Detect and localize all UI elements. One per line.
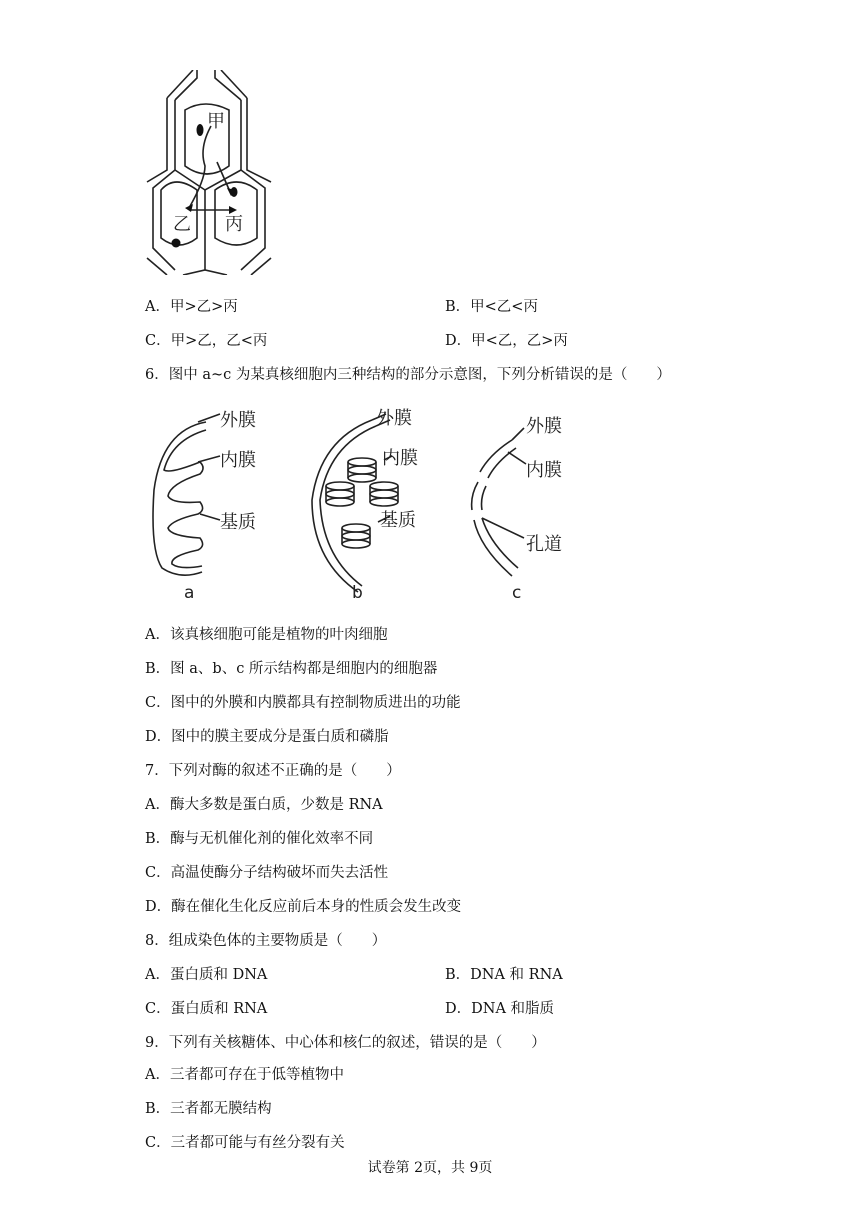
q5-option-d: D．甲<乙，乙>丙 [445,333,568,349]
q5-option-a: A．甲>乙>丙 [145,299,238,315]
q5-cell-figure [145,70,275,275]
q8-option-a: A．蛋白质和 DNA [145,967,268,983]
page-footer: 试卷第 2页，共 9页 [367,1160,493,1176]
q6-option-a: A．该真核细胞可能是植物的叶肉细胞 [145,627,388,643]
q6-organelle-figure [140,400,620,610]
q9-stem: 9．下列有关核糖体、中心体和核仁的叙述，错误的是（ ） [145,1035,546,1051]
q8-option-d: D．DNA 和脂质 [445,1001,555,1017]
q7-option-d: D．酶在催化生化反应前后本身的性质会发生改变 [145,899,462,915]
c-outer-label: 外膜 [526,416,562,437]
b-matrix-label: 基质 [380,510,416,531]
a-inner-label: 内膜 [220,450,256,471]
q9-option-b: B．三者都无膜结构 [145,1101,272,1117]
q5-option-c: C．甲>乙，乙<丙 [145,333,268,349]
b-inner-label: 内膜 [382,448,418,469]
b-caption: b [352,583,363,603]
q8-option-b: B．DNA 和 RNA [445,967,563,983]
q7-stem: 7．下列对酶的叙述不正确的是（ ） [145,763,401,779]
c-caption: c [512,583,522,603]
q5-option-b: B．甲<乙<丙 [445,299,538,315]
cell-label-bing: 丙 [225,214,243,235]
c-inner-label: 内膜 [526,460,562,481]
q7-option-c: C．高温使酶分子结构破坏而失去活性 [145,865,389,881]
q9-option-a: A．三者都可存在于低等植物中 [145,1067,344,1083]
a-caption: a [184,583,195,603]
cell-label-jia: 甲 [207,111,225,132]
q7-option-a: A．酶大多数是蛋白质，少数是 RNA [145,797,383,813]
q9-option-c: C．三者都可能与有丝分裂有关 [145,1135,345,1151]
q6-option-d: D．图中的膜主要成分是蛋白质和磷脂 [145,729,389,745]
cell-label-yi: 乙 [173,214,191,235]
q6-stem: 6．图中 a~c 为某真核细胞内三种结构的部分示意图，下列分析错误的是（ ） [145,367,671,383]
a-outer-label: 外膜 [220,410,256,431]
q8-option-c: C．蛋白质和 RNA [145,1001,268,1017]
q6-option-c: C．图中的外膜和内膜都具有控制物质进出的功能 [145,695,461,711]
b-outer-label: 外膜 [376,408,412,429]
q8-stem: 8．组成染色体的主要物质是（ ） [145,933,387,949]
c-pore-label: 孔道 [526,534,562,555]
a-matrix-label: 基质 [220,512,256,533]
q6-option-b: B．图 a、b、c 所示结构都是细胞内的细胞器 [145,661,438,677]
q7-option-b: B．酶与无机催化剂的催化效率不同 [145,831,374,847]
